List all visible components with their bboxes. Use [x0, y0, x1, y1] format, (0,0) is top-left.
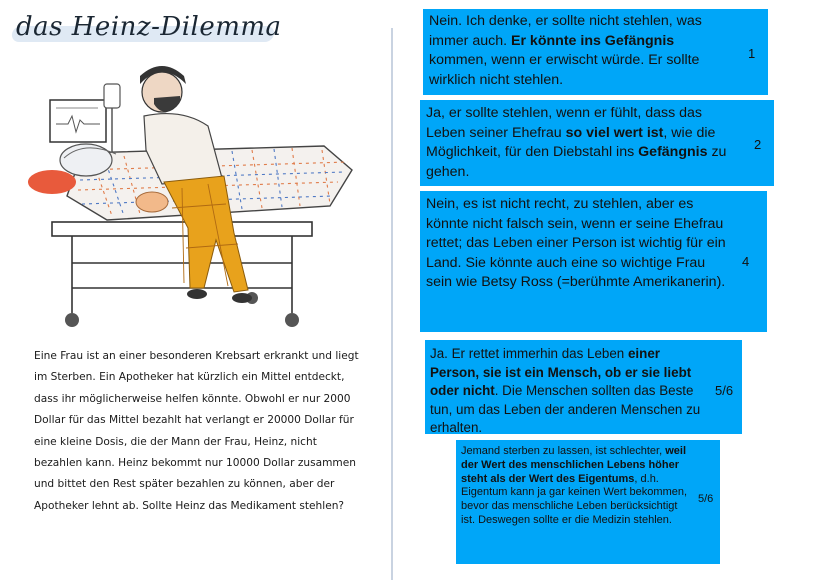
answer-text-part: . Die Menschen sollten das Beste tun, um das Leben der anderen Menschen zu erhalten.: [430, 383, 701, 435]
stage-number: 1: [748, 46, 756, 61]
story-text: Eine Frau ist an einer besonderen Krebsart erkrankt und liegt im Sterben. Ein Apotheker hat kürzlich ein Mittel entdeckt, dass ihr möglicherweise helfen könnte. Obwohl er nur 2000 Dollar für das Mittel bezahlt hat verlangt er 20000 Dollar für eine kleine Dosis, die der Mann der Frau, Heinz, nicht bezahlen kann. Heinz bekommt nur 10000 Dollar zusammen und bittet den Rest später bezahlen zu können, aber der Apotheker lehnt ab. Sollte Heinz das Medikament stehlen?: [34, 350, 359, 512]
answer-box-4: [425, 340, 742, 434]
bread-basket: [136, 192, 168, 212]
answer-text-part: Nein. Ich denke, er sollte nicht stehlen, was immer auch.: [429, 13, 702, 49]
answer-text: Nein, es ist nicht recht, zu stehlen, aber es könnte nicht falsch sein, wenn er seine Ehefrau rettet; das Leben einer Person ist wichtig für ein Land. Sie könnte auch eine so wichtige Frau sein wie Betsy Ross (=berühmte Amerikanerin).: [426, 196, 726, 290]
answer-text-part: Ja, er sollte stehlen, wenn er fühlt, dass das Leben seiner Ehefrau: [426, 105, 703, 141]
answer-text-part: , wie die Möglichkeit, für den Diebstahl ins: [426, 124, 716, 160]
answer-text-part: Ja. Er rettet immerhin das Leben: [430, 346, 628, 361]
stage-number: 5/6: [698, 493, 714, 505]
page-title: [8, 12, 282, 42]
page-divider: [391, 28, 393, 580]
answer-box-2: [420, 100, 774, 186]
stage-number: 5/6: [715, 383, 734, 398]
wheel: [65, 313, 79, 327]
answer-text-part: Jemand sterben zu lassen, ist schlechter,: [461, 445, 666, 457]
answer-bold-part: so viel wert ist: [565, 124, 664, 141]
answer-box-5: [456, 440, 720, 564]
wheel: [285, 313, 299, 327]
answer-text-part: kommen, wenn er erwischt würde. Er sollte wirklich nicht stehlen.: [429, 52, 700, 88]
answer-text: [461, 445, 693, 528]
pillow: [28, 170, 76, 194]
answer-bold-part: Er könnte ins Gefängnis: [511, 32, 675, 49]
answer-text-part: , d.h. Eigentum kann ja gar keinen Wert bekommen, bevor das menschliche Leben berücksichtigt ist. Deswegen sollte er die Medizin stehlen.: [461, 472, 688, 526]
answer-text: [430, 345, 708, 438]
answer-bold-part: Gefängnis: [638, 144, 708, 160]
bed-frame: [52, 222, 312, 313]
answer-text: [429, 12, 735, 90]
answer-box-1: [423, 9, 768, 95]
title-text: das Heinz-Dilemma: [16, 12, 282, 42]
answer-bold-part: weil der Wert des menschlichen Lebens höher steht als der Wert des Eigentums: [461, 445, 687, 485]
answer-text-part: zu gehen.: [426, 144, 727, 180]
answer-box-3: [420, 191, 767, 332]
answer-bold-part: einer Person, sie ist ein Mensch, ob er sie liebt oder nicht: [430, 346, 692, 398]
stage-number: 2: [754, 137, 762, 152]
stage-number: 4: [742, 254, 750, 269]
answer-text: [426, 104, 742, 182]
hospital-bed-illustration: [12, 58, 377, 338]
patient-head: [60, 144, 112, 176]
